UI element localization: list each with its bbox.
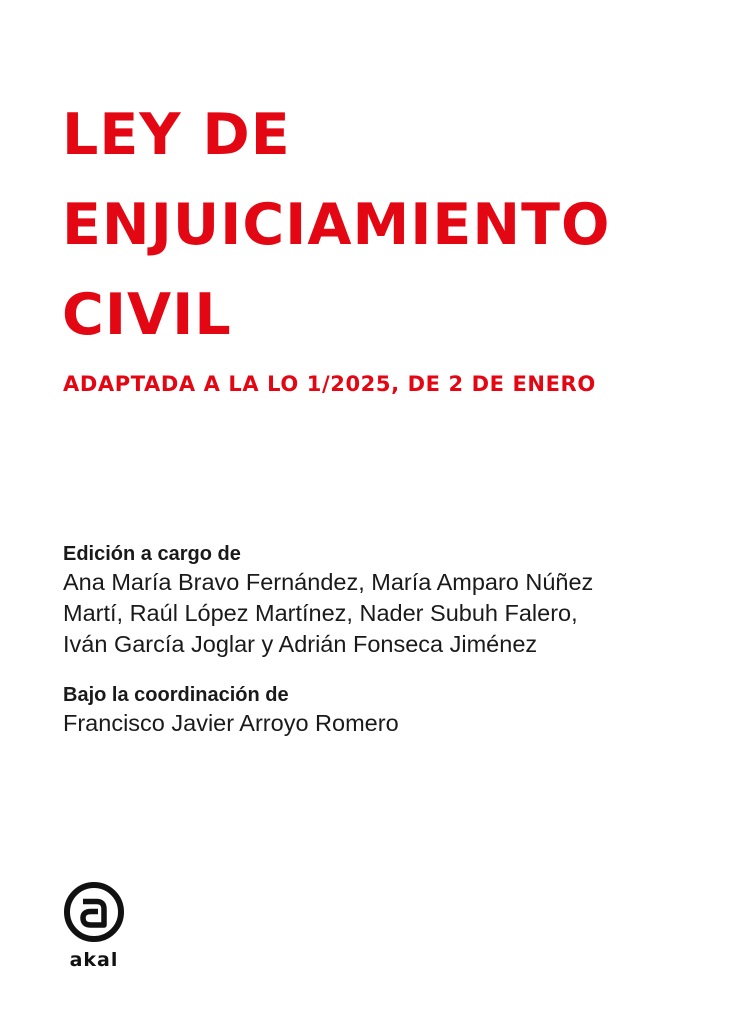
editors-line-1: Ana María Bravo Fernández, María Amparo Núñez	[63, 569, 594, 595]
book-subtitle: ADAPTADA A LA LO 1/2025, DE 2 DE ENERO	[63, 372, 596, 396]
editors-line-3: Iván García Joglar y Adrián Fonseca Jiménez	[63, 631, 538, 657]
publisher-logo	[62, 880, 126, 970]
book-title	[62, 90, 722, 360]
coordinator-name: Francisco Javier Arroyo Romero	[63, 710, 399, 736]
akal-circle-a-icon	[62, 880, 126, 944]
title-line-3: CIVIL	[62, 282, 232, 348]
editors-label: Edición a cargo de	[63, 543, 241, 565]
coordination-block	[63, 682, 399, 739]
publisher-name: akal	[69, 949, 119, 971]
title-line-2: ENJUICIAMIENTO	[62, 192, 611, 258]
editors-line-2: Martí, Raúl López Martínez, Nader Subuh Falero,	[63, 600, 578, 626]
coordination-label: Bajo la coordinación de	[63, 684, 289, 706]
title-line-1: LEY DE	[62, 102, 291, 168]
editors-block	[63, 541, 593, 660]
